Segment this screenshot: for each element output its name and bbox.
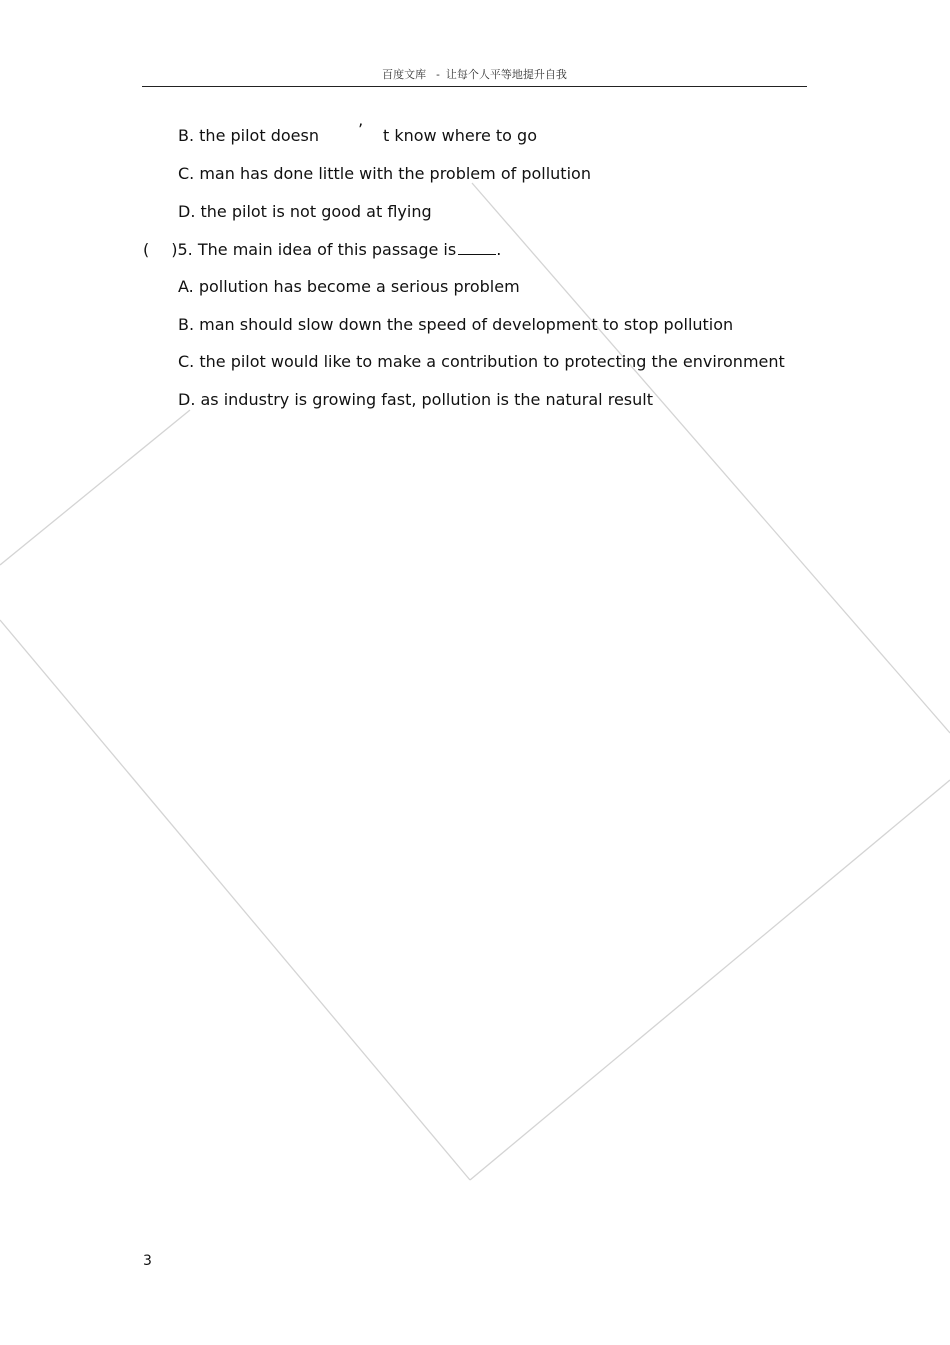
question-5-stem [143, 240, 501, 260]
q4-option-b-text-start: B. the pilot doesn [178, 126, 319, 145]
q5-stem-text: )5. The main idea of this passage is [171, 240, 457, 259]
q5-answer-blank [458, 240, 496, 255]
q5-option-b: B. man should slow down the speed of development to stop pollution [178, 315, 734, 334]
q5-option-a: A. pollution has become a serious problem [178, 277, 520, 296]
q4-option-d: D. the pilot is not good at flying [178, 202, 432, 221]
header-slogan: 让每个人平等地提升自我 [445, 68, 567, 81]
q4-option-b-apostrophe: ’ [358, 120, 364, 139]
header-separator: - [436, 68, 440, 81]
q5-option-d: D. as industry is growing fast, pollution is the natural result [178, 390, 653, 409]
q4-option-b-text-end: t know where to go [382, 126, 537, 145]
q5-option-c: C. the pilot would like to make a contribution to protecting the environment [178, 352, 785, 371]
header-site-name: 百度文库 [382, 68, 427, 81]
q5-end-punct: . [496, 240, 502, 259]
page-header [142, 66, 807, 87]
q5-open-paren: ( [143, 240, 150, 259]
page-number: 3 [143, 1253, 152, 1269]
q4-option-c: C. man has done little with the problem of pollution [178, 164, 591, 183]
